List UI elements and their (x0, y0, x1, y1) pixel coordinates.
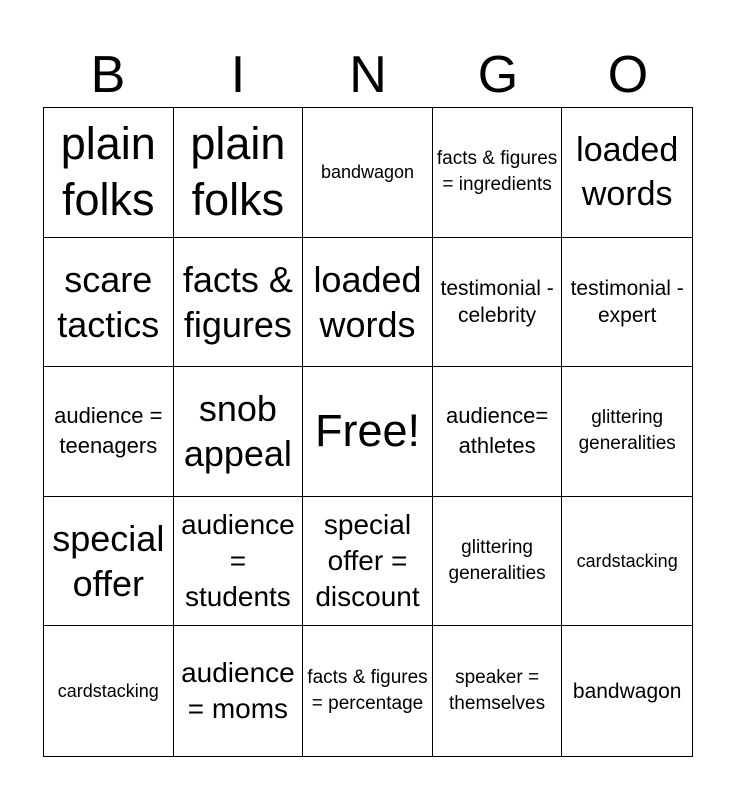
bingo-cell-r5-c2[interactable] (174, 626, 304, 756)
bingo-cell-r2-c3[interactable] (303, 238, 433, 368)
bingo-card-grid (43, 107, 693, 757)
bingo-cell-label: facts & figures (182, 258, 293, 345)
bingo-cell-r4-c4[interactable] (433, 497, 563, 627)
bingo-cell-r3-c5[interactable] (562, 367, 692, 497)
bingo-cell-label: audience = students (181, 509, 295, 613)
bingo-cell-r1-c5[interactable] (562, 108, 692, 238)
bingo-cell-r1-c1[interactable] (44, 108, 174, 238)
bingo-cell-r3-c2[interactable] (174, 367, 304, 497)
bingo-cell-free[interactable] (303, 367, 433, 497)
bingo-cell-label: cardstacking (576, 551, 678, 572)
bingo-cell-r5-c4[interactable] (433, 626, 563, 756)
bingo-cell-label: snob appeal (183, 388, 292, 475)
bingo-cell-label: facts & figures = ingredients (436, 148, 558, 196)
bingo-cell-r2-c1[interactable] (44, 238, 174, 368)
header-letter-n: N (349, 46, 387, 104)
bingo-cell-label: plain folks (60, 118, 156, 226)
bingo-cell-label: cardstacking (57, 681, 159, 702)
bingo-cell-r2-c5[interactable] (562, 238, 692, 368)
bingo-cell-label: bandwagon (572, 679, 682, 703)
bingo-cell-r1-c4[interactable] (433, 108, 563, 238)
bingo-cell-r1-c3[interactable] (303, 108, 433, 238)
bingo-cell-r4-c2[interactable] (174, 497, 304, 627)
bingo-cell-label: special offer = discount (315, 509, 420, 613)
bingo-cell-label: speaker = themselves (449, 667, 546, 715)
bingo-cell-r2-c2[interactable] (174, 238, 304, 368)
bingo-cell-label: testimonial - celebrity (440, 276, 554, 327)
bingo-cell-label: bandwagon (320, 162, 415, 183)
bingo-cell-label: scare tactics (57, 258, 160, 345)
bingo-cell-r3-c4[interactable] (433, 367, 563, 497)
bingo-cell-label: facts & figures = percentage (307, 667, 428, 715)
bingo-cell-r5-c5[interactable] (562, 626, 692, 756)
bingo-cell-label: loaded words (313, 258, 422, 345)
bingo-cell-r4-c3[interactable] (303, 497, 433, 627)
bingo-cell-label: glittering generalities (448, 537, 546, 585)
bingo-cell-r1-c2[interactable] (174, 108, 304, 238)
bingo-cell-label: audience= athletes (446, 403, 549, 459)
bingo-cell-label: glittering generalities (578, 407, 676, 455)
free-space-label: Free! (314, 405, 420, 457)
bingo-cell-r2-c4[interactable] (433, 238, 563, 368)
bingo-header (43, 44, 693, 106)
bingo-cell-r4-c1[interactable] (44, 497, 174, 627)
header-letter-b: B (90, 46, 126, 104)
bingo-cell-r5-c1[interactable] (44, 626, 174, 756)
header-letter-i: I (230, 46, 246, 104)
bingo-cell-label: loaded words (576, 131, 679, 214)
bingo-cell-r4-c5[interactable] (562, 497, 692, 627)
header-letter-o: O (607, 46, 649, 104)
bingo-cell-label: plain folks (190, 118, 286, 226)
bingo-cell-label: audience = moms (181, 657, 295, 725)
header-letter-g: G (477, 46, 519, 104)
bingo-cell-r3-c1[interactable] (44, 367, 174, 497)
bingo-cell-r5-c3[interactable] (303, 626, 433, 756)
bingo-cell-label: audience = teenagers (54, 403, 163, 459)
bingo-cell-label: testimonial - expert (570, 276, 684, 327)
bingo-cell-label: special offer (52, 518, 165, 605)
